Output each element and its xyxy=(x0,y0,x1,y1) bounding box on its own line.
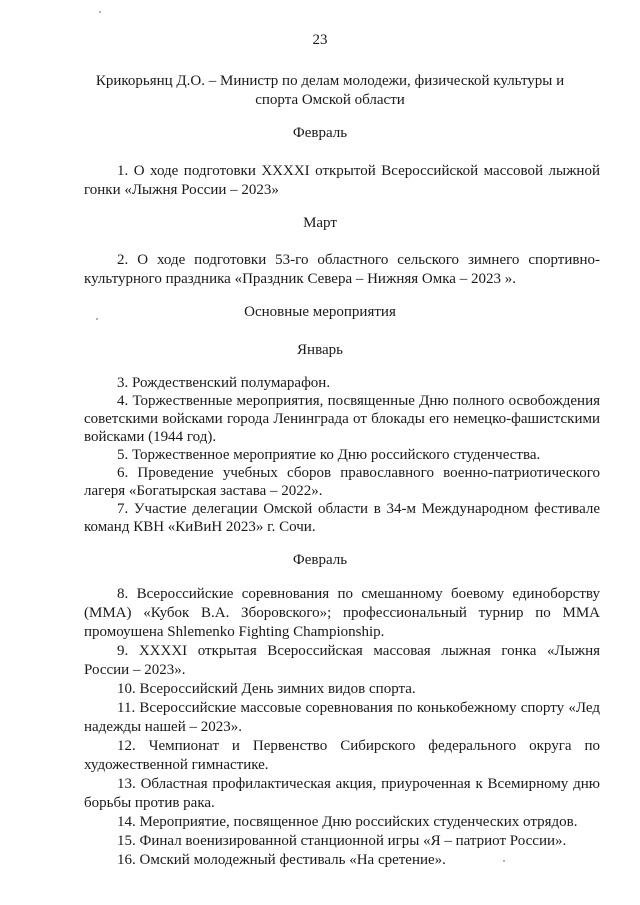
item-1: 1. О ходе подготовки XXXXI открытой Всероссийской массовой лыжной гонки «Лыжня России – 2023» xyxy=(84,163,600,198)
item-6: 6. Проведение учебных сборов православного военно-патриотического лагеря «Богатырская застава – 2022». xyxy=(84,465,600,499)
header-line-1: Крикорьянц Д.О. – Министр по делам молодежи, физической культуры и xyxy=(95,73,565,89)
scan-speck xyxy=(96,318,98,320)
section-february-1: Февраль xyxy=(292,125,348,141)
february-list xyxy=(84,585,600,870)
item-7: 7. Участие делегации Омской области в 34-м Международном фестивале команд КВН «КиВиН 2023» г. Сочи. xyxy=(84,501,600,535)
section-march: Март xyxy=(303,215,337,231)
item-9: 9. XXXXI открытая Всероссийская массовая лыжная гонка «Лыжня России – 2023». xyxy=(84,643,600,678)
responsible-person-header xyxy=(60,72,600,110)
header-line-2: спорта Омской области xyxy=(255,92,405,108)
page-number: 23 xyxy=(312,32,328,48)
item-11: 11. Всероссийские массовые соревнования по конькобежному спорту «Лед надежды нашей – 2023». xyxy=(84,700,600,735)
item-13: 13. Областная профилактическая акция, приуроченная к Всемирному дню борьбы против рака. xyxy=(84,776,600,811)
item-15: 15. Финал военизированной станционной игры «Я – патриот России». xyxy=(117,833,567,849)
item-3: 3. Рождественский полумарафон. xyxy=(117,375,331,391)
item-14: 14. Мероприятие, посвященное Дню российских студенческих отрядов. xyxy=(117,814,578,830)
item-8: 8. Всероссийские соревнования по смешанному боевому единоборству (ММА) «Кубок В.А. Зборовского»; профессиональный турнир по ММА промоушена Shlemenko Fighting Championship. xyxy=(84,586,600,640)
item-5: 5. Торжественное мероприятие ко Дню российского студенчества. xyxy=(117,447,541,463)
section-february-2: Февраль xyxy=(292,552,348,568)
item-4: 4. Торжественные мероприятия, посвященные Дню полного освобождения советскими войсками города Ленинграда от блокады его немецко-фашистскими войсками (1944 год). xyxy=(84,393,600,445)
item-12: 12. Чемпионат и Первенство Сибирского федерального округа по художественной гимнастике. xyxy=(84,738,600,773)
scan-speck xyxy=(503,860,505,862)
item-2: 2. О ходе подготовки 53-го областного сельского зимнего спортивно-культурного праздника «Праздник Севера – Нижняя Омка – 2023 ». xyxy=(84,252,600,287)
scan-speck xyxy=(99,11,101,13)
section-main-events: Основные мероприятия xyxy=(244,304,396,320)
january-list xyxy=(84,374,600,536)
item-10: 10. Всероссийский День зимних видов спорта. xyxy=(117,681,416,697)
section-january: Январь xyxy=(297,342,343,358)
item-16: 16. Омский молодежный фестиваль «На сретение». xyxy=(117,852,446,868)
